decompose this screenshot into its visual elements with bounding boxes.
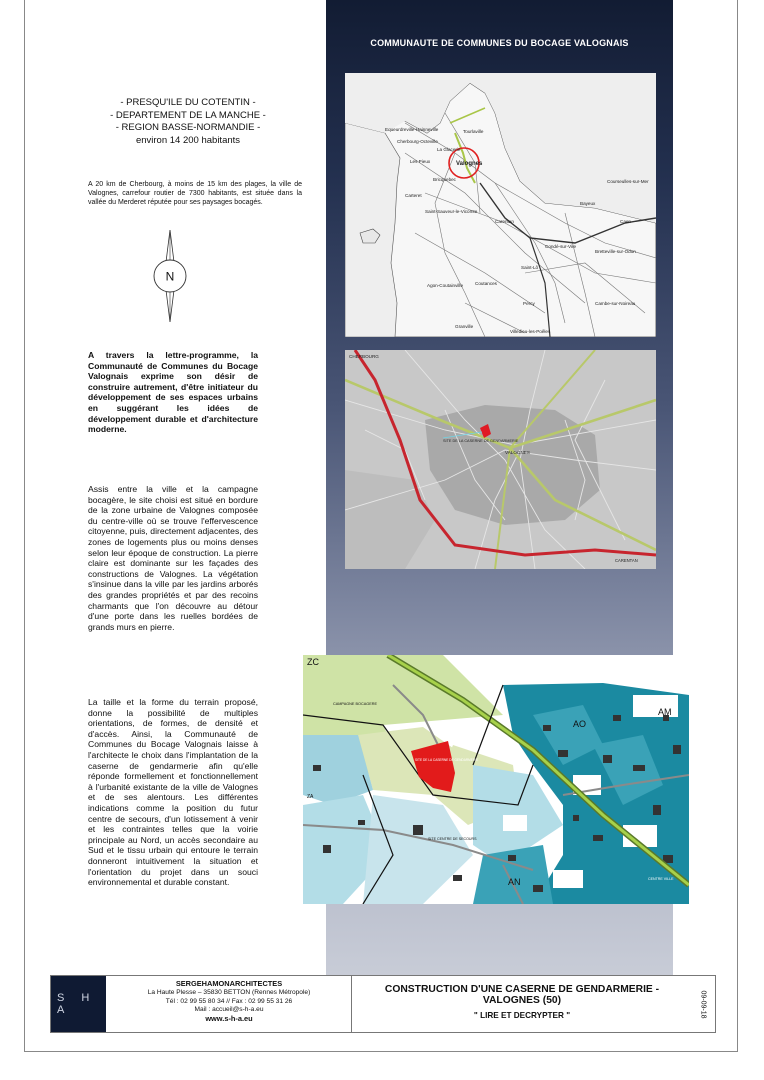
intro-line: environ 14 200 habitants (135, 134, 241, 146)
map-label: CENTRE VILLE (648, 877, 674, 881)
compass-letter: N (165, 269, 175, 284)
town-label: Cambe-sur-Noireau (595, 301, 636, 306)
regional-map (345, 73, 656, 337)
company-name: SERGEHAMONARCHITECTES (175, 979, 283, 988)
town-label: Bayeux (580, 201, 596, 206)
project-title: CONSTRUCTION D'UNE CASERNE DE GENDARMERIE - VALOGNES (50) (384, 984, 660, 1006)
town-label: Bretteville-sur-Odon (595, 249, 636, 254)
site-paragraph: Assis entre la ville et la campagne bocagère, le site choisi est situé en bordure de la zone urbaine de Valognes composée du centre-ville où se trouve l'effervescence citoyenne, puis, directement adjacentes, des zones de logements plus ou moins denses selon leur époque de construction. La pierre claire est dominante sur les façades des constructions de Valognes. La végétation s'insinue dans la ville par les jardins arborés des grandes propriétés et par des recoins charmants que l'on découvre au détour d'une porte dans les ruelles bordées de grands murs en pierre. (88, 484, 258, 632)
town-label: Granville (455, 324, 474, 329)
zoning-map (303, 655, 689, 904)
date-text: 09-09-18 (699, 989, 707, 1019)
town-label: Villedieu-les-Poêles (510, 329, 551, 334)
intro-line: - PRESQU'ILE DU COTENTIN - (120, 97, 256, 108)
town-label: Saint-Sauveur-le-Vicomte (425, 209, 478, 214)
zone-label: ZA (307, 794, 314, 800)
compass-icon (148, 230, 192, 322)
map-label: SITE DE LA CASERNE DE GENDARMERIE (443, 439, 519, 443)
zone-label: AO (573, 719, 587, 729)
town-label: Saint-Lô (521, 265, 539, 270)
town-label: Tourlaville (463, 129, 484, 134)
divider (351, 976, 352, 1032)
town-map (345, 350, 656, 569)
town-label: Les Pieux (410, 159, 431, 164)
town-label: Bricquebec (433, 177, 456, 182)
town-label: Condé-sur-Vire (545, 244, 577, 249)
map-label: SITE DE LA CASERNE DE GENDARMERIE (415, 758, 479, 762)
intro-line: - DEPARTEMENT DE LA MANCHE - (110, 109, 266, 121)
location-paragraph: A 20 km de Cherbourg, à moins de 15 km des plages, la ville de Valognes, carrefour routier de 7300 habitants, est située dans la vallée du Merderet réputée pour ses paysages bocagés. (88, 181, 302, 206)
town-label: Cherbourg-Octeville (397, 139, 438, 144)
town-label: Carentan (495, 219, 514, 224)
page-title: COMMUNAUTE DE COMMUNES DU BOCAGE VALOGNAIS (370, 38, 629, 48)
company-logo: S H A (51, 976, 106, 1032)
project-motto: " LIRE ET DECRYPTER " (473, 1011, 571, 1020)
zone-label: AN (508, 877, 521, 887)
map-label: CHERBOURG (349, 354, 379, 359)
town-label: Caen (620, 219, 631, 224)
zone-label: ZC (307, 657, 319, 667)
zone-label: AM (658, 707, 672, 717)
mail-line: Mail : accueil@s-h-a.eu (194, 1006, 264, 1014)
town-label: Courseulles-sur-Mer (607, 179, 649, 184)
town-label: Carteret (405, 193, 422, 198)
map-label: CAMPAGNE BOCAGERE (333, 702, 378, 706)
program-paragraph: A travers la lettre-programme, la Communauté de Communes du Bocage Valognais exprime son désir de construire autrement, d'être initiateur du développement de ses espaces urbains en suggérant les idées de développement durable et d'architecture moderne. (88, 350, 258, 435)
intro-line: - REGION BASSE-NORMANDIE - (115, 122, 261, 133)
map-label: CARENTAN (615, 558, 638, 563)
town-label: Percy (523, 301, 535, 306)
phone-line: Tél : 02 99 55 80 34 // Fax : 02 99 55 31 26 (165, 997, 293, 1005)
town-label: Valognes (456, 161, 483, 167)
date-stamp (692, 980, 714, 1028)
address-line: La Haute Plesse – 35830 BETTON (Rennes Métropole) (147, 988, 311, 996)
intro-block (78, 97, 298, 147)
town-label: Agon-Coutainville (427, 283, 464, 288)
web-link[interactable]: www.s-h-a.eu (205, 1014, 253, 1024)
company-address (111, 980, 347, 1024)
town-label: Equeurdreville-Hainneville (385, 127, 439, 132)
terrain-paragraph: La taille et la forme du terrain proposé, donne la possibilité de multiples orientations, de formes, de densité et d'accès. Ainsi, la Communauté de Communes du Bocage Valognais laisse à l'architecte le choix dans l'implantation de la caserne de gendarmerie afin qu'elle réponde formellement et fonctionnellement à l'urbanité existante de la ville de Valognes et de ses alentours. Les différentes indications comme la position du futur centre de secours, d'un lotissement à venir et les contraintes telles que la voirie principale au Nord, un accès secondaire au Sud et le tissu urbain qui entoure le terrain donneront intuitivement la situation et l'orientation du projet dans un souci environnemental et durable constant. (88, 697, 258, 888)
title-block (50, 975, 716, 1033)
town-label: La Glacerie (437, 147, 461, 152)
map-label: VALOGNES (505, 450, 530, 455)
map-label: SITE CENTRE DE SECOURS (428, 837, 477, 841)
town-label: Coutances (475, 281, 497, 286)
